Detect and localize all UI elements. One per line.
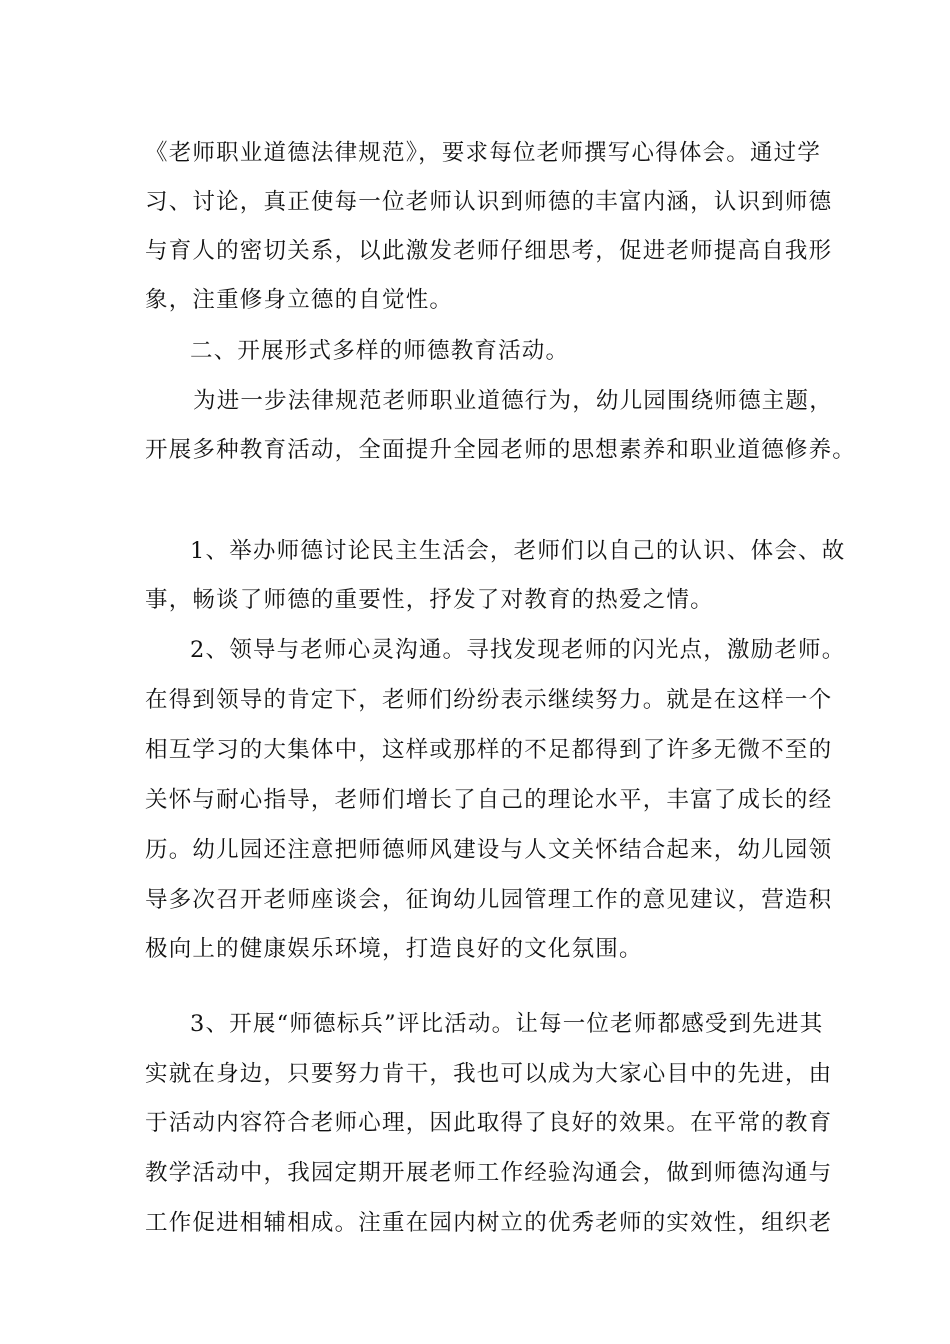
text-line: 象，注重修身立德的自觉性。 xyxy=(145,287,454,313)
text-line: 导多次召开老师座谈会，征询幼儿园管理工作的意见建议，营造积 xyxy=(145,887,833,913)
text-line: 实就在身边，只要努力肯干，我也可以成为大家心目中的先进，由 xyxy=(145,1061,833,1087)
text-line: 2、领导与老师心灵沟通。寻找发现老师的闪光点，激励老师。 xyxy=(190,637,846,663)
text-line: 《老师职业道德法律规范》，要求每位老师撰写心得体会。通过学 xyxy=(145,140,822,166)
text-line: 1、举办师德讨论民主生活会，老师们以自己的认识、体会、故 xyxy=(190,538,846,564)
text-line: 教学活动中，我园定期开展老师工作经验沟通会，做到师德沟通与 xyxy=(145,1160,833,1186)
text-line: 极向上的健康娱乐环境，打造良好的文化氛围。 xyxy=(145,936,643,962)
text-line: 关怀与耐心指导，老师们增长了自己的理论水平，丰富了成长的经 xyxy=(145,787,833,813)
text-line: 为进一步法律规范老师职业道德行为，幼儿园围绕师德主题， xyxy=(193,388,833,414)
text-line: 习、讨论，真正使每一位老师认识到师德的丰富内涵，认识到师德 xyxy=(145,189,833,215)
text-line: 开展多种教育活动，全面提升全园老师的思想素养和职业道德修养。 xyxy=(145,437,857,463)
text-line: 事，畅谈了师德的重要性，抒发了对教育的热爱之情。 xyxy=(145,587,714,613)
text-line: 历。幼儿园还注意把师德师风建设与人文关怀结合起来，幼儿园领 xyxy=(145,837,833,863)
text-line: 于活动内容符合老师心理，因此取得了良好的效果。在平常的教育 xyxy=(145,1110,833,1136)
text-line: 工作促进相辅相成。注重在园内树立的优秀老师的实效性，组织老 xyxy=(145,1210,833,1236)
text-line: 在得到领导的肯定下，老师们纷纷表示继续努力。就是在这样一个 xyxy=(145,687,833,713)
text-line: 与育人的密切关系，以此激发老师仔细思考，促进老师提高自我形 xyxy=(145,238,833,264)
text-line: 3、开展“师德标兵”评比活动。让每一位老师都感受到先进其 xyxy=(190,1011,824,1037)
section-heading: 二、开展形式多样的师德教育活动。 xyxy=(190,338,570,364)
text-line: 相互学习的大集体中，这样或那样的不足都得到了许多无微不至的 xyxy=(145,737,833,763)
